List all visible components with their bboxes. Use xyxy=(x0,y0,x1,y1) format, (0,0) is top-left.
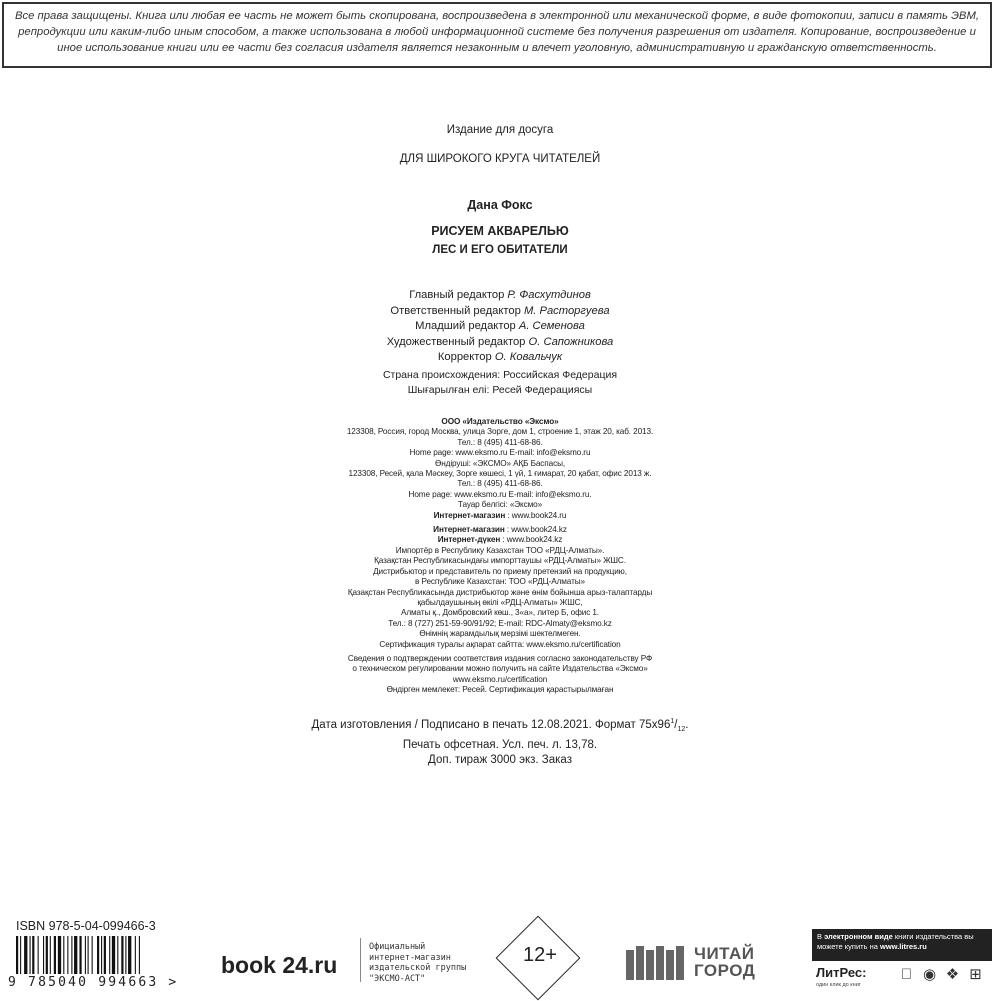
book-title: РИСУЕМ АКВАРЕЛЬЮ xyxy=(431,224,569,238)
book-subtitle: ЛЕС И ЕГО ОБИТАТЕЛИ xyxy=(432,244,568,256)
barcode-bar xyxy=(63,936,64,974)
barcode-bar xyxy=(30,936,31,974)
shop-kz: Интернет-магазин : www.book24.kz xyxy=(433,525,567,535)
credit-line: Художественный редактор О. Сапожникова xyxy=(386,335,614,348)
barcode-digits: 9 785040 994663 > xyxy=(8,975,179,990)
barcode-bar xyxy=(74,936,77,974)
credit-line: Младший редактор А. Семенова xyxy=(415,320,585,332)
publisher-name: ООО «Издательство «Эксмо» xyxy=(441,417,559,426)
barcode-bar xyxy=(38,936,39,974)
barcode-bar xyxy=(135,936,136,974)
book24-description: Официальный интернет-магазин издательской группы "ЭКСМО-АСТ" xyxy=(369,942,467,985)
isbn-text: ISBN 978-5-04-099466-3 xyxy=(16,919,156,933)
shop-ru: Интернет-магазин : www.book24.ru xyxy=(433,510,567,520)
barcode-bar xyxy=(117,936,118,974)
credits xyxy=(0,288,1000,366)
barcode-bar xyxy=(85,936,86,974)
barcode-bar xyxy=(139,936,140,974)
barcode-bar xyxy=(97,936,99,974)
print-line-1: Дата изготовления / Подписано в печать 12.08.2021. Формат $75x96^1/_{12}$. xyxy=(311,718,689,734)
litres-banner: В электронном виде книги издательства вы можете купить на www.litres.ru xyxy=(812,929,992,961)
barcode-bar xyxy=(46,936,48,974)
origin-ru: Страна происхождения: Российская Федерация xyxy=(382,369,618,381)
edition-type: Издание для досуга xyxy=(446,124,554,136)
windows-phone-icon: ❖ xyxy=(945,966,960,983)
barcode-bar xyxy=(24,936,27,974)
audience: ДЛЯ ШИРОКОГО КРУГА ЧИТАТЕЛЕЙ xyxy=(399,153,601,165)
barcode-bar xyxy=(125,936,126,974)
copyright-notice: Все права защищены. Книга или любая ее часть не может быть скопирована, воспроизведена в электронной или механической форме, в виде фотокопии, записи в память ЭВМ, репродукции или каким-либо иным способом, а также использована в любой информационной системе без получения разрешения от издателя. Копирование, воспроизведение и иное использование книги или ее части без согласия издателя является незаконным и влечет уголовную, административную и гражданскую ответственность. xyxy=(2,2,992,68)
barcode-bar xyxy=(104,936,106,974)
origin-kz: Шығарылған елі: Ресей Федерациясы xyxy=(407,384,593,396)
barcode-bar xyxy=(58,936,61,974)
android-icon: ◉ xyxy=(922,966,937,983)
barcode-bar xyxy=(121,936,123,974)
barcode-bar xyxy=(32,936,34,974)
windows-icon: ⊞ xyxy=(969,966,982,983)
barcode-bar xyxy=(16,936,18,974)
imprint-block: ООО «Издательство «Эксмо» 123308, Россия, город Москва, улица Зорге, дом 1, строение 1, этаж 20, каб. 2013. Тел.: 8 (495) 411-68-86. Home page: www.eksmo.ru E-mail: info@eksmo.ru Өндіруші: «ЭКСМО» АҚБ Баспасы, 123308, Ресей, қала Мәскеу, Зорге көшесі, 1 үй, 1 ғимарат, 20 қабат, офис 2013 ж. Тел.: 8 (495) 411-68-86. Home page: www.eksmo.ru E-mail: info@eksmo.ru. Тауар белгісі: «Эксмо» Интернет-магазин : www.book24.ru Интернет-магазин : www.book24.kz Интернет-дүкен : www.book24.kz Импортёр в Республику Казахстан ТОО «РДЦ-Алматы». Қазақстан Республикасындағы импорттаушы «РДЦ-Алматы» ЖШС. Дистрибьютор и представитель по приему претензий на продукцию, в Республике Казахстан: ТОО «РДЦ-Алматы» Қазақстан Республикасында дистрибьютор және өнім бойынша арыз-талаптарды қабылдаушының өкілі «РДЦ-Алматы» ЖШС, Алматы қ., Домбровский көш., 3«а», литер Б, офис 1. Тел.: 8 (727) 251-59-90/91/92; E-mail: RDC-Almaty@eksmo.kz Өнімнің жарамдылық мерзімі шектелмеген. Сертификация туралы ақпарат сайтта: www.eksmo.ru/certification Сведения о подтверждении соответствия издания согласно законодательству РФ о техническом регулировании можно получить на сайте Издательства «Эксмо» www.eksmo.ru/certification Өндірген мемлекет: Ресей. Сертификация қарастырылмаған xyxy=(0,417,1000,696)
barcode-bar xyxy=(88,936,89,974)
barcode-bar xyxy=(92,936,93,974)
barcode xyxy=(16,936,176,974)
litres-tagline: один клик до книг xyxy=(816,982,861,988)
book24-logo: book 24.ru xyxy=(221,952,338,978)
barcode-bar xyxy=(43,936,44,974)
barcode-bar xyxy=(50,936,51,974)
credit-line: Корректор О. Ковальчук xyxy=(437,351,563,363)
divider xyxy=(360,938,361,982)
age-rating: 12+ xyxy=(523,944,557,966)
barcode-bar xyxy=(101,936,102,974)
print-info xyxy=(0,714,1000,769)
shop-kz2: Интернет-дүкен : www.book24.kz xyxy=(437,535,563,545)
credit-line: Ответственный редактор М. Расторгуева xyxy=(390,304,610,317)
barcode-bar xyxy=(128,936,131,974)
litres-logo: ЛитРес: xyxy=(816,965,867,980)
author: Дана Фокс xyxy=(467,198,533,212)
print-line-2: Печать офсетная. Усл. печ. л. 13,78. xyxy=(402,738,598,751)
barcode-bar xyxy=(71,936,72,974)
credit-line: Главный редактор Р. Фасхутдинов xyxy=(409,289,591,301)
barcode-bar xyxy=(67,936,68,974)
chitai-gorod-logo-icon xyxy=(626,946,690,980)
barcode-bar xyxy=(20,936,21,974)
barcode-bar xyxy=(109,936,110,974)
print-line-3: Доп. тираж 3000 экз. Заказ xyxy=(428,754,572,767)
chitai-gorod-text: ЧИТАЙ ГОРОД xyxy=(694,944,756,980)
store-icons xyxy=(898,966,984,983)
barcode-bar xyxy=(79,936,81,974)
barcode-bar xyxy=(54,936,56,974)
apple-icon xyxy=(898,966,915,983)
origin-block xyxy=(0,368,1000,398)
barcode-bar xyxy=(112,936,115,974)
